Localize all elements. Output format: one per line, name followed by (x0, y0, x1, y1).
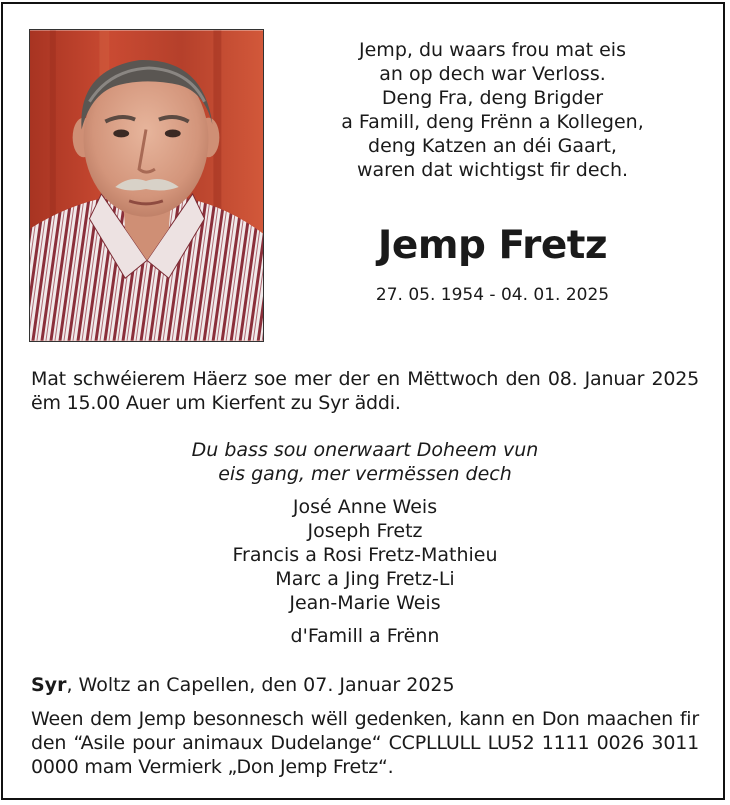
closing-signature: d'Famill a Frënn (290, 625, 440, 647)
family-member: Joseph Fretz (307, 520, 423, 542)
quote-line: eis gang, mer vermëssen dech (218, 463, 512, 485)
poem-line: Jemp, du waars frou mat eis (359, 39, 626, 61)
family-member: Marc a Jing Fretz-Li (275, 568, 455, 590)
place-town: Syr (31, 674, 67, 696)
poem-line: Deng Fra, deng Brigder (381, 87, 604, 109)
poem-line: a Famill, deng Frënn a Kollegen, (341, 111, 644, 133)
quote (31, 438, 699, 486)
place-rest: , Woltz an Capellen, den 07. Januar 2025 (66, 674, 455, 696)
poem-line: waren dat wichtigst fir dech. (356, 159, 629, 181)
poem (305, 38, 680, 182)
deceased-name: Jemp Fretz (377, 223, 608, 268)
family-member: Francis a Rosi Fretz-Mathieu (232, 544, 498, 566)
funeral-announcement: Mat schwéierem Häerz soe mer der en Mëttwoch den 08. Januar 2025 ëm 15.00 Auer um Kierfent zu Syr äddi. (31, 368, 699, 414)
poem-line: an op dech war Verloss. (379, 63, 606, 85)
family-member: José Anne Weis (292, 496, 438, 518)
quote-line: Du bass sou onerwaart Doheem vun (191, 439, 539, 461)
family-member: Jean-Marie Weis (289, 592, 441, 614)
family-list (31, 495, 699, 615)
donation-note: Ween dem Jemp besonnesch wëll gedenken, kann en Don maachen fir den “Asile pour animaux Dudelange“ CCPLLULL LU52 1111 0026 3011 0000 mam Vermierk „Don Jemp Fretz“. (31, 708, 699, 778)
life-dates: 27. 05. 1954 - 04. 01. 2025 (375, 285, 610, 305)
poem-line: deng Katzen an déi Gaart, (368, 135, 617, 157)
portrait-photo (29, 29, 264, 342)
place-date-line (31, 673, 699, 697)
